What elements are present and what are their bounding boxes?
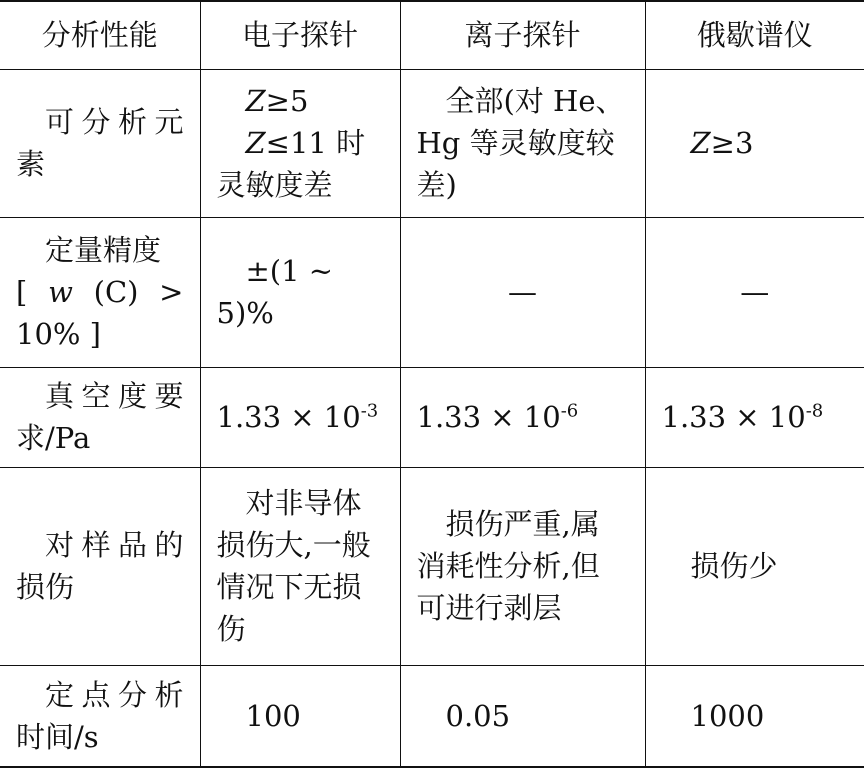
cell-auger-elements: Z≥3 <box>645 69 864 217</box>
table-row <box>0 69 864 217</box>
cell-probe-precision: ±(1 ~ 5)% <box>200 217 400 367</box>
cell-ion-elements: 全部(对 He、Hg 等灵敏度较差) <box>400 69 645 217</box>
row-label-time: 定点分析时间/s <box>0 665 200 767</box>
header-auger-spectrometer: 俄歇谱仪 <box>645 1 864 69</box>
cell-auger-vacuum: $1.33 \times 10^{-8}$ <box>645 367 864 467</box>
header-ion-probe: 离子探针 <box>400 1 645 69</box>
header-electron-probe: 电子探针 <box>200 1 400 69</box>
header-row <box>0 1 864 69</box>
cell-probe-elements: Z≥5 Z≤11 时 灵敏度差 <box>200 69 400 217</box>
cell-auger-time: 1000 <box>645 665 864 767</box>
cell-ion-time: 0.05 <box>400 665 645 767</box>
table-row <box>0 467 864 665</box>
cell-ion-precision: — <box>400 217 645 367</box>
cell-auger-damage: 损伤少 <box>645 467 864 665</box>
row-label-damage: 对样品的损伤 <box>0 467 200 665</box>
cell-probe-time: 100 <box>200 665 400 767</box>
cell-probe-vacuum: $1.33 \times 10^{-3}$ <box>200 367 400 467</box>
table-row <box>0 367 864 467</box>
header-performance: 分析性能 <box>0 1 200 69</box>
table-row <box>0 665 864 767</box>
cell-auger-precision: — <box>645 217 864 367</box>
table-row <box>0 217 864 367</box>
cell-probe-damage: 对非导体损伤大,一般情况下无损伤 <box>200 467 400 665</box>
row-label-precision: 定量精度 [ w (C) > 10% ] <box>0 217 200 367</box>
row-label-vacuum: 真空度要求/Pa <box>0 367 200 467</box>
cell-ion-vacuum: $1.33 \times 10^{-6}$ <box>400 367 645 467</box>
cell-ion-damage: 损伤严重,属消耗性分析,但可进行剥层 <box>400 467 645 665</box>
row-label-elements: 可分析元素 <box>0 69 200 217</box>
